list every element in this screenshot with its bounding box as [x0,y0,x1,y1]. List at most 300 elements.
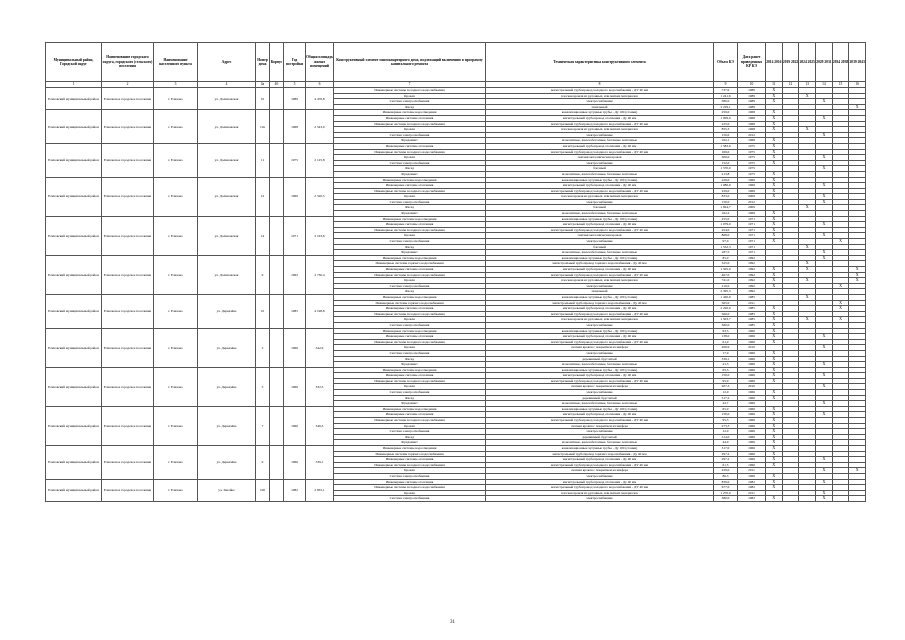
tech-spec-cell: блочный [486,244,714,250]
town-cell: г. Елизово [154,110,198,144]
town-cell: г. Елизово [154,406,198,445]
house-number-cell: 9 [256,446,270,480]
element-cell: Кровля [334,317,486,323]
tech-spec-cell: плоская кровля из рулонных, или мягких материалов [486,278,714,284]
tech-spec-cell: монолитные, железобетонные, бетонные ленточные [486,250,714,256]
district-cell: Елизовский муниципальный район [46,255,102,294]
district-cell: Елизовский муниципальный район [46,177,102,216]
period-mark-cell: X [766,390,783,396]
column-number: 8 [486,82,714,88]
repair-date-cell: 2010 [738,384,766,390]
column-header: Номер дома [256,43,270,82]
area-cell: 2 125,8 [306,143,334,177]
town-cell: г. Елизово [154,446,198,480]
build-year-cell: 1969 [284,177,306,216]
repair-date-cell: 1969 [738,177,766,183]
repair-date-cell: 1985 [738,322,766,328]
period-mark-cell: X [816,183,833,189]
repair-date-cell: 1975 [738,160,766,166]
town-cell: г. Елизово [154,294,198,328]
period-mark-cell: X [816,166,833,172]
tech-spec-cell: монолитные, железобетонные, бетонные ленточные [486,362,714,368]
element-cell: Фасад [334,244,486,250]
volume-cell: 162,2 [714,211,738,217]
volume-cell: 63,5 [714,328,738,334]
period-mark-cell: X [799,278,816,284]
repair-date-cell: 2011 [738,468,766,474]
volume-cell: 2 395,3 [714,289,738,295]
element-cell: Фасад [334,166,486,172]
tech-spec-cell: канализационные чугунные трубы - Ду 100 (стояки) [486,255,714,261]
period-mark-cell: X [766,188,783,194]
tech-spec-cell: магистральный трубопровод холодного водоснабжения - ДУ 40 мм [486,485,714,491]
volume-cell: 95,0 [714,378,738,384]
volume-cell: 325,0 [714,261,738,267]
house-number-cell: 10 [256,88,270,110]
house-number-cell: 12 [256,177,270,216]
settlement-cell: Елизовское городское поселение [102,446,154,480]
repair-date-cell: 1992 [738,272,766,278]
tech-spec-cell: скатная кровля с покрытием из шифера [486,384,714,390]
element-cell: Инженерные системы холодного водоснабжения [334,339,486,345]
tech-spec-cell: монолитные, железобетонные, бетонные ленточные [486,138,714,144]
period-mark-cell: X [766,446,783,452]
column-header: 2024 2025 [799,43,816,82]
repair-date-cell: 1968 [738,115,766,121]
volume-cell: 43,7 [714,401,738,407]
tech-spec-cell: магистральный трубопровод холодного водоснабжения - ДУ 40 мм [486,272,714,278]
element-cell: Кровля [334,490,486,496]
repair-date-cell: 1992 [738,255,766,261]
element-cell: Инженерные системы холодного водоснабжения [334,149,486,155]
volume-cell: 225,0 [714,121,738,127]
building-cell [270,110,284,144]
volume-cell: 737,0 [714,88,738,94]
period-mark-cell: X [766,138,783,144]
column-number: 13 [799,82,816,88]
tech-spec-cell: канализационные чугунные трубы - Ду 100 (стояки) [486,367,714,373]
column-header: Общая площадь жилых помещений [306,43,334,82]
column-number: 4а [256,82,270,88]
tech-spec-cell: магистральный трубопровод холодного водоснабжения - ДУ 40 мм [486,378,714,384]
building-cell [270,294,284,328]
tech-spec-cell: плоская кровля из рулонных, или мягких материалов [486,490,714,496]
build-year-cell: 1989 [284,88,306,110]
repair-date-cell: 1968 [738,127,766,133]
period-mark-cell: X [766,149,783,155]
repair-date-cell: 1966 [738,401,766,407]
building-cell [270,328,284,367]
volume-cell: 380,0 [714,496,738,502]
period-mark-cell: X [832,317,849,323]
street-cell: ул. Деркачёва [198,406,256,445]
column-number: 4 [198,82,256,88]
tech-spec-cell: монолитные, железобетонные, бетонные ленточные [486,440,714,446]
volume-cell: 207,3 [714,384,738,390]
house-number-cell: 10а [256,110,270,144]
repair-date-cell: 1966 [738,418,766,424]
period-mark-cell [849,496,866,502]
period-mark-cell: X [766,121,783,127]
period-mark-cell: X [849,468,866,474]
volume-cell: 317,0 [714,446,738,452]
district-cell: Елизовский муниципальный район [46,479,102,501]
tech-spec-cell: магистральный трубопровод отопления - Ду 40 мм [486,222,714,228]
area-cell: 2 835,1 [306,479,334,501]
element-cell: Инженерные системы холодного водоснабжения [334,121,486,127]
column-header: Объем КЭ [714,43,738,82]
repair-date-cell: 2009 [738,194,766,200]
period-mark-cell: X [816,362,833,368]
period-mark-cell: X [766,183,783,189]
build-year-cell: 1966 [284,446,306,480]
volume-cell: 61,5 [714,462,738,468]
period-mark-cell: X [766,434,783,440]
element-cell: Фасад [334,289,486,295]
period-mark-cell: X [766,334,783,340]
build-year-cell: 1966 [284,406,306,445]
period-mark-cell: X [766,457,783,463]
volume-cell: 1 505,0 [714,267,738,273]
period-mark-cell: X [766,110,783,116]
element-cell: Инженерные системы водоотведения [334,255,486,261]
repair-date-cell: 1971 [738,227,766,233]
volume-cell: 1 503,7 [714,317,738,323]
element-cell: Инженерные системы водоотведения [334,446,486,452]
repair-date-cell: 1966 [738,395,766,401]
element-cell: Система электроснабжения [334,99,486,105]
repair-date-cell: 1985 [738,311,766,317]
repair-date-cell: 1989 [738,88,766,94]
tech-spec-cell: канализационные чугунные трубы - Ду 100 (стояки) [486,294,714,300]
build-year-cell: 1982 [284,479,306,501]
period-mark-cell: X [799,294,816,300]
element-cell: Фасад [334,205,486,211]
tech-spec-cell: скатная кровля с покрытием из шифера [486,423,714,429]
street-cell: ул. Долиновская [198,88,256,110]
tech-spec-cell: магистральный трубопровод горячего водоснабжения - Ду 40 мм [486,300,714,306]
volume-cell: 741,0 [714,278,738,284]
tech-spec-cell: плоская кровля из рулонных, или мягких материалов [486,317,714,323]
tech-spec-cell: магистральный трубопровод отопления - Ду 40 мм [486,457,714,463]
building-cell [270,446,284,480]
repair-date-cell: 1992 [738,283,766,289]
volume-cell: 138,0 [714,334,738,340]
element-cell: Кровля [334,384,486,390]
period-mark-cell: X [816,345,833,351]
period-mark-cell: X [766,328,783,334]
house-number-cell: 7 [256,406,270,445]
period-mark-cell: X [799,317,816,323]
tech-spec-cell: канализационные чугунные трубы - Ду 100 (стояки) [486,446,714,452]
area-cell: 4 198,8 [306,294,334,328]
element-cell: Инженерные системы горячего водоснабжения [334,451,486,457]
volume-cell: 85,0 [714,255,738,261]
period-mark-cell: X [766,496,783,502]
volume-cell: 339,1 [714,356,738,362]
tech-spec-cell: магистральный трубопровод холодного водоснабжения - ДУ 40 мм [486,227,714,233]
tech-spec-cell: магистральный трубопровод холодного водоснабжения - ДУ 40 мм [486,311,714,317]
tech-spec-cell: магистральный трубопровод отопления - Ду 40 мм [486,334,714,340]
repair-date-cell: 1966 [738,462,766,468]
period-mark-cell: X [816,199,833,205]
element-cell: Фундамент [334,138,486,144]
element-cell: Инженерные системы горячего водоснабжения [334,261,486,267]
element-cell: Система электроснабжения [334,350,486,356]
period-mark-cell: X [816,479,833,485]
tech-spec-cell: канализационные чугунные трубы - Ду 100 (стояки) [486,110,714,116]
volume-cell: 41,5 [714,362,738,368]
tech-spec-cell: магистральный трубопровод отопления - Ду 40 мм [486,183,714,189]
period-mark-cell: X [766,418,783,424]
repair-date-cell: 1968 [738,110,766,116]
column-number: 3 [154,82,198,88]
element-cell: Инженерные системы отопления [334,334,486,340]
build-year-cell: 1992 [284,255,306,294]
tech-spec-cell: скатная металлическая кровля [486,155,714,161]
town-cell: г. Елизово [154,328,198,367]
period-mark-cell: X [766,194,783,200]
repair-date-cell: 1966 [738,362,766,368]
repair-date-cell: 1966 [738,457,766,463]
period-mark-cell: X [816,334,833,340]
period-mark-cell: X [766,462,783,468]
element-cell: Кровля [334,278,486,284]
tech-spec-cell: магистральный трубопровод отопления - Ду 40 мм [486,479,714,485]
area-cell: 346,3 [306,406,334,445]
period-mark-cell: X [766,317,783,323]
element-cell: Система электроснабжения [334,132,486,138]
volume-cell: 86,3 [714,473,738,479]
repair-date-cell: 2011 [738,300,766,306]
element-cell: Фундамент [334,171,486,177]
element-cell: Инженерные системы отопления [334,479,486,485]
period-mark-cell: X [766,239,783,245]
element-cell: Инженерные системы холодного водоснабжения [334,272,486,278]
repair-date-cell: 1966 [738,339,766,345]
building-cell [270,177,284,216]
volume-cell: 12,0 [714,429,738,435]
volume-cell: 868,0 [714,233,738,239]
tech-spec-cell: панельный [486,104,714,110]
repair-date-cell: 1971 [738,216,766,222]
tech-spec-cell: магистральный трубопровод холодного водоснабжения - ДУ 40 мм [486,149,714,155]
column-header: Корпус [270,43,284,82]
repair-date-cell: 1982 [738,479,766,485]
repair-date-cell: 1982 [738,485,766,491]
volume-cell: 1 824,7 [714,205,738,211]
element-cell: Инженерные системы отопления [334,183,486,189]
page-number: 31 [450,620,455,625]
period-mark-cell: X [766,485,783,491]
repair-date-cell: 2010 [738,345,766,351]
tech-spec-cell: канализационные чугунные трубы - Ду 100 (стояки) [486,328,714,334]
tech-spec-cell: канализационные чугунные трубы - Ду 100 (стояки) [486,216,714,222]
tech-spec-cell: электроснабжение [486,390,714,396]
tech-spec-cell: электроснабжение [486,239,714,245]
element-cell: Инженерные системы горячего водоснабжения [334,300,486,306]
period-mark-cell: X [766,440,783,446]
street-cell: ул. Деркачёва [198,328,256,367]
column-number: 4б [270,82,284,88]
building-cell [270,367,284,406]
element-cell: Инженерные системы холодного водоснабжения [334,311,486,317]
volume-cell: 150,0 [714,132,738,138]
period-mark-cell: X [766,88,783,94]
area-cell: 2 730,4 [306,255,334,294]
element-cell: Инженерные системы водоотведения [334,406,486,412]
element-cell: Кровля [334,423,486,429]
volume-cell: 360,0 [714,322,738,328]
volume-cell: 150,0 [714,199,738,205]
volume-cell: 259,0 [714,110,738,116]
column-header: Дата ранее проведенных КР КЭ [738,43,766,82]
tech-spec-cell: магистральный трубопровод холодного водоснабжения - ДУ 40 мм [486,462,714,468]
tech-spec-cell: скатная металлическая кровля [486,233,714,239]
period-mark-cell: X [766,373,783,379]
element-cell: Фундамент [334,211,486,217]
volume-cell: 306,0 [714,155,738,161]
build-year-cell: 1975 [284,143,306,177]
volume-cell: 560,0 [714,311,738,317]
column-number: 14 [816,82,833,88]
volume-cell: 273,3 [714,423,738,429]
tech-spec-cell: электроснабжение [486,199,714,205]
element-cell: Инженерные системы водоотведения [334,110,486,116]
period-mark-cell: X [766,160,783,166]
repair-date-cell: 1971 [738,222,766,228]
area-cell: 332,5 [306,367,334,406]
repair-date-cell: 1971 [738,244,766,250]
period-mark-cell: X [766,311,783,317]
element-cell: Инженерные системы отопления [334,373,486,379]
volume-cell: 187,5 [714,250,738,256]
column-header: Муниципальный район, Городской округ [46,43,102,82]
repair-date-cell: 1966 [738,446,766,452]
tech-spec-cell: панельный [486,289,714,295]
element-cell: Инженерные системы холодного водоснабжения [334,227,486,233]
volume-cell: 677,0 [714,485,738,491]
tech-spec-cell: плоская кровля из рулонных, или мягких материалов [486,194,714,200]
house-number-cell: 10 [256,294,270,328]
volume-cell: 229,0 [714,177,738,183]
tech-spec-cell: монолитные, железобетонные, бетонные ленточные [486,171,714,177]
period-mark-cell: X [766,429,783,435]
repair-date-cell: 1975 [738,166,766,172]
district-cell: Елизовский муниципальный район [46,143,102,177]
period-mark-cell: X [849,278,866,284]
column-number: 7 [334,82,486,88]
settlement-cell: Елизовское городское поселение [102,328,154,367]
period-mark-cell: X [816,468,833,474]
town-cell: г. Елизово [154,88,198,110]
tech-spec-cell: магистральный трубопровод отопления - Ду 40 мм [486,267,714,273]
repair-date-cell: 1992 [738,261,766,267]
volume-cell: 467,0 [714,272,738,278]
period-mark-cell: X [766,378,783,384]
volume-cell: 229,0 [714,188,738,194]
settlement-cell: Елизовское городское поселение [102,294,154,328]
tech-spec-cell: деревянный, брусчатый [486,356,714,362]
period-mark-cell: X [816,457,833,463]
column-header: 2019 2022 [782,43,799,82]
element-cell: Инженерные системы холодного водоснабжения [334,188,486,194]
period-mark-cell: X [816,384,833,390]
building-cell [270,406,284,445]
element-cell: Инженерные системы водоотведения [334,367,486,373]
repair-date-cell: 1971 [738,250,766,256]
period-mark-cell: X [799,244,816,250]
period-mark-cell: X [766,350,783,356]
repair-date-cell: 1966 [738,451,766,457]
column-header: 2039 2043 [849,43,866,82]
period-mark-cell: X [766,339,783,345]
tech-spec-cell: скатная кровля с покрытием из шифера [486,468,714,474]
repair-date-cell: 1966 [738,406,766,412]
element-cell: Фасад [334,434,486,440]
tech-spec-cell: электроснабжение [486,350,714,356]
volume-cell: 65,0 [714,406,738,412]
street-cell: ул. Деркачёва [198,367,256,406]
element-cell: Кровля [334,155,486,161]
period-mark-cell: X [766,222,783,228]
house-number-cell: 3 [256,328,270,367]
element-cell: Инженерные системы холодного водоснабжения [334,462,486,468]
period-mark-cell: X [766,211,783,217]
settlement-cell: Елизовское городское поселение [102,479,154,501]
period-mark-cell: X [766,171,783,177]
element-cell: Фундамент [334,401,486,407]
repair-date-cell: 1992 [738,289,766,295]
period-mark-cell: X [766,155,783,161]
repair-date-cell: 1966 [738,367,766,373]
district-cell: Елизовский муниципальный район [46,406,102,445]
tech-spec-cell: электроснабжение [486,473,714,479]
building-cell [270,216,284,255]
settlement-cell: Елизовское городское поселение [102,88,154,110]
town-cell: г. Елизово [154,255,198,294]
element-cell: Кровля [334,127,486,133]
tech-spec-cell: плоская кровля из рулонных, или мягких материалов [486,127,714,133]
period-mark-cell: X [816,155,833,161]
column-header: 2029 2031 [816,43,833,82]
period-mark-cell: X [816,255,833,261]
settlement-cell: Елизовское городское поселение [102,177,154,216]
period-mark-cell: X [766,479,783,485]
district-cell: Елизовский муниципальный район [46,294,102,328]
volume-cell: 297,2 [714,457,738,463]
tech-spec-cell: блочный [486,166,714,172]
element-cell: Система электроснабжения [334,322,486,328]
repair-date-cell: 1975 [738,143,766,149]
period-mark-cell: X [766,115,783,121]
volume-cell: 3 229,1 [714,104,738,110]
period-mark-cell: X [766,395,783,401]
tech-spec-cell: магистральный трубопровод холодного водоснабжения - ДУ 40 мм [486,88,714,94]
period-mark-cell: X [766,143,783,149]
volume-cell: 152,0 [714,160,738,166]
street-cell: ул. Долиновская [198,255,256,294]
repair-date-cell: 1966 [738,434,766,440]
volume-cell: 1 080,0 [714,183,738,189]
element-cell: Инженерные системы холодного водоснабжения [334,485,486,491]
area-cell: 4 476,8 [306,88,334,110]
town-cell: г. Елизово [154,216,198,255]
repair-date-cell: 1969 [738,211,766,217]
column-number: 11 [766,82,783,88]
house-number-cell: 11 [256,143,270,177]
column-header: Конструктивный элемент многоквартирного дома, подлежащий включению в программу капитального ремонта [334,43,486,82]
